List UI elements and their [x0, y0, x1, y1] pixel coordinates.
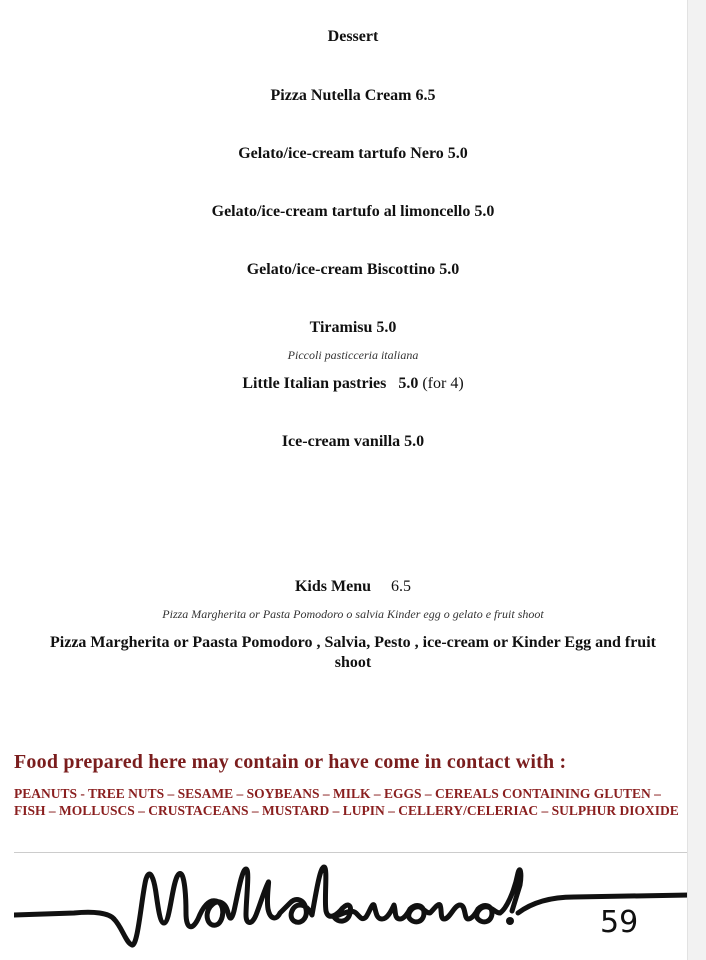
moltobuono-logo: [14, 853, 690, 953]
section-title: Dessert: [327, 28, 379, 45]
allergen-heading: Food prepared here may contain or have come in contact with :: [14, 751, 567, 773]
allergen-list: PEANUTS - TREE NUTS – SESAME – SOYBEANS – MILK – EGGS – CEREALS CONTAINING GLUTEN – FISH – MOLLUSCS – CRUSTACEANS – MUSTARD – LUPIN – CELLERY/CELERIAC – SULPHUR DIOXIDE: [14, 786, 679, 818]
kids-title: Kids Menu: [294, 578, 371, 595]
menu-item: Gelato/ice-cream tartufo Nero 5.0: [238, 145, 468, 162]
kids-menu-title: [0, 578, 706, 596]
page-number: 59: [600, 905, 639, 940]
pastries-name: Little Italian pastries: [242, 375, 387, 392]
kids-italian-subtitle: Pizza Margherita or Pasta Pomodoro o salvia Kinder egg o gelato e fruit shoot: [162, 607, 544, 621]
page-edge: [687, 0, 706, 960]
menu-item: Gelato/ice-cream Biscottino 5.0: [246, 261, 460, 278]
pastries-price: 5.0: [398, 375, 419, 392]
pastries-italian-subtitle: Piccoli pasticceria italiana: [287, 348, 419, 362]
menu-item: Gelato/ice-cream tartufo al limoncello 5.0: [211, 203, 495, 220]
kids-description-line2: shoot: [334, 654, 372, 671]
pastries-note: (for 4): [422, 375, 464, 392]
kids-price: 6.5: [391, 578, 411, 595]
menu-item: Ice-cream vanilla 5.0: [281, 433, 425, 450]
menu-item: Tiramisu 5.0: [309, 319, 397, 336]
pastries-item: [0, 375, 706, 393]
kids-description-line1: Pizza Margherita or Paasta Pomodoro , Salvia, Pesto , ice-cream or Kinder Egg and fruit: [50, 634, 656, 651]
menu-item: Pizza Nutella Cream 6.5: [270, 87, 436, 104]
logo-banner: [14, 852, 690, 953]
